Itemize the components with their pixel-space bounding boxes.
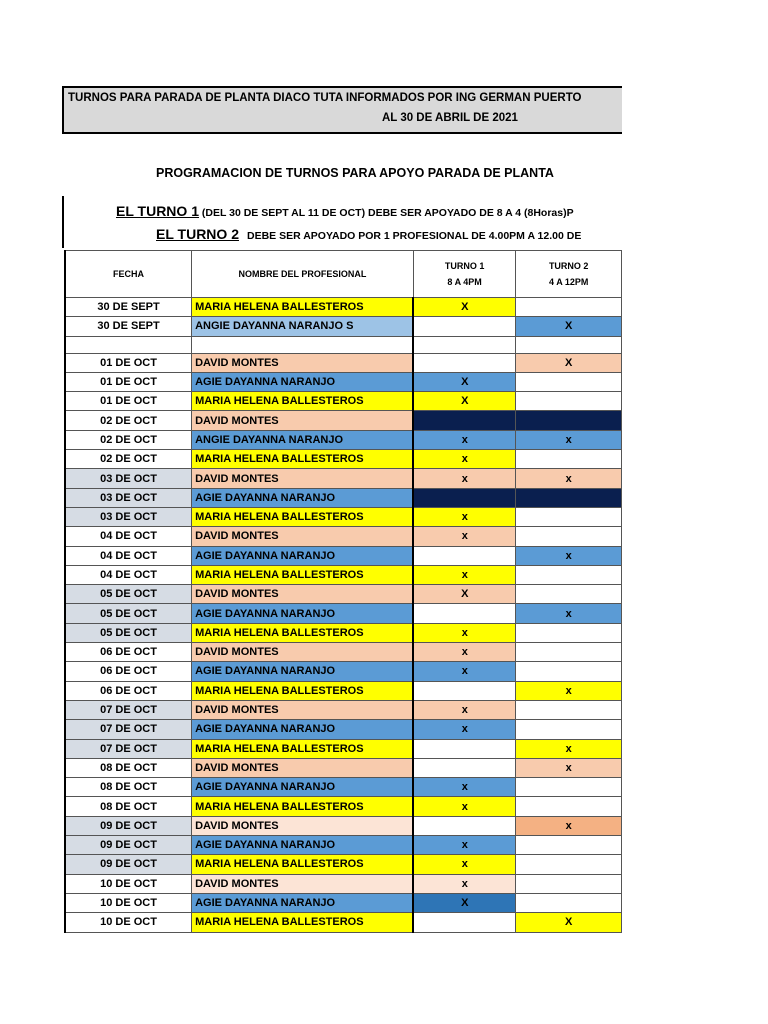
- turno2-cell: x: [516, 430, 622, 449]
- name-cell: MARIA HELENA BALLESTEROS: [192, 298, 414, 317]
- turno1-hours: 8 A 4PM: [447, 277, 482, 287]
- name-cell: ANGIE DAYANNA NARANJO: [192, 430, 414, 449]
- date-cell: 06 DE OCT: [65, 681, 192, 700]
- turno1-cell: [413, 317, 516, 336]
- date-cell: 08 DE OCT: [65, 797, 192, 816]
- col-header-turno1: [413, 251, 516, 298]
- name-cell: DAVID MONTES: [192, 353, 414, 372]
- name-cell: DAVID MONTES: [192, 411, 414, 430]
- date-cell: 08 DE OCT: [65, 778, 192, 797]
- table-row: [65, 527, 622, 546]
- turno2-cell: [516, 392, 622, 411]
- turno2-cell: x: [516, 469, 622, 488]
- table-row: [65, 411, 622, 430]
- schedule-table: [64, 250, 622, 933]
- table-row: [65, 392, 622, 411]
- turno2-cell: x: [516, 816, 622, 835]
- turno1-cell: X: [413, 585, 516, 604]
- turno1-cell: X: [413, 392, 516, 411]
- name-cell: MARIA HELENA BALLESTEROS: [192, 797, 414, 816]
- table-row: [65, 778, 622, 797]
- date-cell: 02 DE OCT: [65, 430, 192, 449]
- turno1-cell: x: [413, 643, 516, 662]
- turno2-cell: [516, 411, 622, 430]
- date-cell: 07 DE OCT: [65, 720, 192, 739]
- date-cell: 04 DE OCT: [65, 565, 192, 584]
- turno1-cell: x: [413, 430, 516, 449]
- turno2-cell: [516, 797, 622, 816]
- turno2-cell: [516, 336, 622, 353]
- turno1-note: [116, 203, 574, 219]
- turno1-cell: [413, 681, 516, 700]
- turno2-cell: [516, 565, 622, 584]
- header-date: AL 30 DE ABRIL DE 2021: [382, 112, 518, 124]
- date-cell: 09 DE OCT: [65, 836, 192, 855]
- turno2-cell: x: [516, 546, 622, 565]
- date-cell: 03 DE OCT: [65, 507, 192, 526]
- name-cell: AGIE DAYANNA NARANJO: [192, 662, 414, 681]
- turno2-cell: [516, 450, 622, 469]
- table-row: [65, 546, 622, 565]
- table-row: [65, 336, 622, 353]
- turno2-cell: [516, 298, 622, 317]
- header-box: [62, 86, 622, 134]
- turno2-cell: [516, 488, 622, 507]
- name-cell: DAVID MONTES: [192, 527, 414, 546]
- table-row: [65, 739, 622, 758]
- table-row: [65, 662, 622, 681]
- table-row: [65, 372, 622, 391]
- table-row: [65, 720, 622, 739]
- name-cell: DAVID MONTES: [192, 469, 414, 488]
- turno1-cell: [413, 546, 516, 565]
- date-cell: 06 DE OCT: [65, 643, 192, 662]
- date-cell: 02 DE OCT: [65, 450, 192, 469]
- table-row: [65, 298, 622, 317]
- name-cell: AGIE DAYANNA NARANJO: [192, 604, 414, 623]
- turno2-cell: [516, 623, 622, 642]
- turno1-text: (DEL 30 DE SEPT AL 11 DE OCT) DEBE SER APOYADO DE 8 A 4 (8Horas)P: [198, 207, 574, 219]
- turno1-label: EL TURNO 1: [116, 203, 199, 219]
- turno2-label: EL TURNO 2: [156, 226, 239, 242]
- turno2-cell: X: [516, 353, 622, 372]
- date-cell: 03 DE OCT: [65, 469, 192, 488]
- col-header-fecha: FECHA: [65, 251, 192, 298]
- name-cell: AGIE DAYANNA NARANJO: [192, 893, 414, 912]
- name-cell: MARIA HELENA BALLESTEROS: [192, 507, 414, 526]
- name-cell: MARIA HELENA BALLESTEROS: [192, 450, 414, 469]
- col-header-turno2: [516, 251, 622, 298]
- turno2-title: TURNO 2: [548, 261, 589, 271]
- table-row: [65, 469, 622, 488]
- turno2-cell: x: [516, 739, 622, 758]
- turno1-cell: [413, 739, 516, 758]
- turno1-cell: x: [413, 700, 516, 719]
- turno2-hours: 4 A 12PM: [549, 277, 589, 287]
- turno2-cell: [516, 778, 622, 797]
- name-cell: MARIA HELENA BALLESTEROS: [192, 739, 414, 758]
- turno1-cell: x: [413, 855, 516, 874]
- table-row: [65, 585, 622, 604]
- date-cell: 02 DE OCT: [65, 411, 192, 430]
- name-cell: AGIE DAYANNA NARANJO: [192, 372, 414, 391]
- name-cell: DAVID MONTES: [192, 816, 414, 835]
- date-cell: 05 DE OCT: [65, 585, 192, 604]
- name-cell: [192, 336, 414, 353]
- name-cell: AGIE DAYANNA NARANJO: [192, 836, 414, 855]
- turno2-cell: [516, 720, 622, 739]
- turno1-cell: [413, 604, 516, 623]
- turno2-cell: [516, 527, 622, 546]
- name-cell: AGIE DAYANNA NARANJO: [192, 546, 414, 565]
- date-cell: 04 DE OCT: [65, 546, 192, 565]
- date-cell: 09 DE OCT: [65, 816, 192, 835]
- turno2-cell: X: [516, 317, 622, 336]
- table-row: [65, 604, 622, 623]
- turno1-cell: [413, 816, 516, 835]
- table-row: [65, 681, 622, 700]
- date-cell: 30 DE SEPT: [65, 317, 192, 336]
- turno2-cell: [516, 507, 622, 526]
- turno1-cell: x: [413, 797, 516, 816]
- name-cell: ANGIE DAYANNA NARANJO S: [192, 317, 414, 336]
- table-row: [65, 816, 622, 835]
- date-cell: 07 DE OCT: [65, 739, 192, 758]
- name-cell: DAVID MONTES: [192, 758, 414, 777]
- table-row: [65, 507, 622, 526]
- date-cell: 09 DE OCT: [65, 855, 192, 874]
- table-row: [65, 353, 622, 372]
- name-cell: AGIE DAYANNA NARANJO: [192, 778, 414, 797]
- table-row: [65, 758, 622, 777]
- col-header-nombre: NOMBRE DEL PROFESIONAL: [192, 251, 414, 298]
- turno1-cell: x: [413, 469, 516, 488]
- turno1-cell: x: [413, 720, 516, 739]
- turno2-cell: [516, 585, 622, 604]
- date-cell: [65, 336, 192, 353]
- name-cell: MARIA HELENA BALLESTEROS: [192, 855, 414, 874]
- turno1-cell: x: [413, 662, 516, 681]
- turno2-cell: [516, 893, 622, 912]
- date-cell: 01 DE OCT: [65, 372, 192, 391]
- header-title: TURNOS PARA PARADA DE PLANTA DIACO TUTA INFORMADOS POR ING GERMAN PUERTO: [68, 92, 582, 104]
- turno2-cell: x: [516, 758, 622, 777]
- turno1-cell: [413, 913, 516, 932]
- date-cell: 01 DE OCT: [65, 353, 192, 372]
- turno2-cell: [516, 836, 622, 855]
- date-cell: 04 DE OCT: [65, 527, 192, 546]
- table-row: [65, 565, 622, 584]
- turno1-cell: x: [413, 623, 516, 642]
- turno1-cell: X: [413, 893, 516, 912]
- table-row: [65, 700, 622, 719]
- table-row: [65, 855, 622, 874]
- turno2-cell: X: [516, 913, 622, 932]
- turno1-cell: X: [413, 298, 516, 317]
- turno1-cell: x: [413, 778, 516, 797]
- turno2-cell: [516, 662, 622, 681]
- turno1-cell: [413, 411, 516, 430]
- turno1-cell: x: [413, 507, 516, 526]
- date-cell: 05 DE OCT: [65, 623, 192, 642]
- date-cell: 30 DE SEPT: [65, 298, 192, 317]
- turno1-cell: [413, 758, 516, 777]
- turno1-cell: X: [413, 372, 516, 391]
- name-cell: AGIE DAYANNA NARANJO: [192, 720, 414, 739]
- turno1-title: TURNO 1: [444, 261, 485, 271]
- turno2-cell: x: [516, 681, 622, 700]
- turno2-cell: [516, 643, 622, 662]
- date-cell: 03 DE OCT: [65, 488, 192, 507]
- name-cell: MARIA HELENA BALLESTEROS: [192, 565, 414, 584]
- table-row: [65, 893, 622, 912]
- table-row: [65, 913, 622, 932]
- table-row: [65, 430, 622, 449]
- turno1-cell: [413, 488, 516, 507]
- turno2-cell: x: [516, 604, 622, 623]
- turno1-cell: x: [413, 836, 516, 855]
- turno2-note: [156, 226, 581, 242]
- name-cell: AGIE DAYANNA NARANJO: [192, 488, 414, 507]
- turno2-cell: [516, 855, 622, 874]
- name-cell: MARIA HELENA BALLESTEROS: [192, 623, 414, 642]
- name-cell: MARIA HELENA BALLESTEROS: [192, 392, 414, 411]
- name-cell: DAVID MONTES: [192, 700, 414, 719]
- table-row: [65, 836, 622, 855]
- turno1-cell: x: [413, 527, 516, 546]
- name-cell: MARIA HELENA BALLESTEROS: [192, 681, 414, 700]
- date-cell: 05 DE OCT: [65, 604, 192, 623]
- date-cell: 06 DE OCT: [65, 662, 192, 681]
- turno1-cell: x: [413, 874, 516, 893]
- date-cell: 08 DE OCT: [65, 758, 192, 777]
- date-cell: 10 DE OCT: [65, 893, 192, 912]
- left-border: [62, 196, 64, 248]
- table-row: [65, 874, 622, 893]
- turno2-cell: [516, 700, 622, 719]
- name-cell: DAVID MONTES: [192, 585, 414, 604]
- turno2-text: DEBE SER APOYADO POR 1 PROFESIONAL DE 4.00PM A 12.00 DE: [246, 230, 582, 242]
- date-cell: 10 DE OCT: [65, 874, 192, 893]
- name-cell: DAVID MONTES: [192, 643, 414, 662]
- turno1-cell: [413, 336, 516, 353]
- table-row: [65, 797, 622, 816]
- turno2-cell: [516, 372, 622, 391]
- date-cell: 07 DE OCT: [65, 700, 192, 719]
- table-row: [65, 450, 622, 469]
- date-cell: 10 DE OCT: [65, 913, 192, 932]
- name-cell: DAVID MONTES: [192, 874, 414, 893]
- turno1-cell: x: [413, 565, 516, 584]
- turno2-cell: [516, 874, 622, 893]
- turno1-cell: [413, 353, 516, 372]
- table-row: [65, 643, 622, 662]
- table-row: [65, 488, 622, 507]
- date-cell: 01 DE OCT: [65, 392, 192, 411]
- turno1-cell: x: [413, 450, 516, 469]
- schedule-subtitle: PROGRAMACION DE TURNOS PARA APOYO PARADA DE PLANTA: [156, 166, 554, 180]
- table-row: [65, 623, 622, 642]
- name-cell: MARIA HELENA BALLESTEROS: [192, 913, 414, 932]
- table-row: [65, 317, 622, 336]
